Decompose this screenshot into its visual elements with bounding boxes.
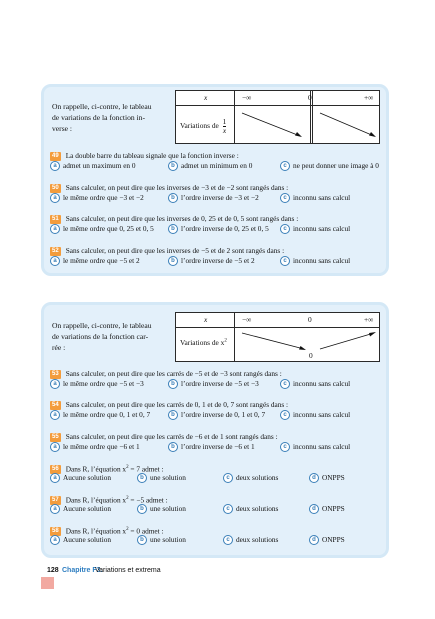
option-c[interactable] — [223, 535, 278, 545]
decreasing-arrow-right — [316, 108, 380, 142]
intro-line: verse : — [52, 124, 73, 133]
option-badge: a — [50, 442, 60, 452]
option-text: deux solutions — [236, 535, 279, 544]
option-badge: c — [280, 193, 290, 203]
option-text: ONPPS — [322, 535, 345, 544]
option-b[interactable] — [137, 504, 186, 514]
option-a[interactable] — [50, 442, 140, 452]
table-separator — [234, 313, 235, 361]
question-58 — [50, 525, 382, 545]
option-text: une solution — [150, 535, 186, 544]
option-text: inconnu sans calcul — [293, 442, 351, 451]
question-text: Sans calculer, on peut dire que les carrés de −5 et de −3 sont rangés dans : — [65, 369, 282, 378]
option-text: le même ordre que −6 et 1 — [63, 442, 140, 451]
option-badge: b — [168, 379, 178, 389]
question-text: Sans calculer, on peut dire que les inverses de −3 et de −2 sont rangés dans : — [65, 183, 289, 192]
option-d[interactable] — [309, 535, 345, 545]
minimum-value: 0 — [309, 351, 313, 360]
option-text: deux solutions — [236, 504, 279, 513]
option-b[interactable] — [168, 410, 265, 420]
fraction-num: 1 — [222, 117, 227, 126]
option-b[interactable] — [137, 473, 186, 483]
option-b[interactable] — [168, 379, 259, 389]
option-badge: a — [50, 535, 60, 545]
option-badge: b — [137, 473, 147, 483]
row-label — [180, 338, 227, 347]
chapter-label: Chapitre F3. — [62, 567, 103, 574]
option-badge: a — [50, 224, 60, 234]
option-a[interactable] — [50, 410, 150, 420]
question-text: La double barre du tableau signale que la fonction inverse : — [65, 151, 239, 160]
option-text: le même ordre que 0, 1 et 0, 7 — [63, 410, 151, 419]
option-badge: c — [223, 535, 233, 545]
option-text: inconnu sans calcul — [293, 224, 351, 233]
question-number: 54 — [52, 401, 59, 408]
option-c[interactable] — [280, 193, 350, 203]
option-badge: c — [280, 410, 290, 420]
option-text: deux solutions — [236, 473, 279, 482]
option-c[interactable] — [280, 410, 350, 420]
fraction-den: x — [222, 126, 227, 135]
zero-label: 0 — [308, 315, 312, 324]
intro-text — [52, 320, 170, 353]
variation-table — [175, 312, 380, 362]
option-b[interactable] — [168, 442, 255, 452]
minus-inf: −∞ — [242, 93, 252, 102]
option-badge: c — [280, 161, 290, 171]
option-text: le même ordre que −3 et −2 — [63, 193, 144, 202]
option-text: l’ordre inverse de −6 et 1 — [181, 442, 255, 451]
option-d[interactable] — [309, 473, 345, 483]
option-text: ne peut donner une image à 0 — [293, 161, 379, 170]
option-text: ONPPS — [322, 504, 345, 513]
option-text: le même ordre que −5 et −3 — [63, 379, 144, 388]
option-b[interactable] — [168, 161, 252, 171]
option-badge: a — [50, 161, 60, 171]
option-badge: b — [137, 504, 147, 514]
question-text: Sans calculer, on peut dire que les carrés de 0, 1 et de 0, 7 sont rangés dans : — [65, 400, 289, 409]
option-a[interactable] — [50, 256, 140, 266]
option-text: inconnu sans calcul — [293, 256, 351, 265]
chapter-title: Variations et extrema — [95, 567, 161, 574]
option-b[interactable] — [137, 535, 186, 545]
option-badge: c — [280, 442, 290, 452]
option-badge: b — [168, 161, 178, 171]
question-text: Dans R, l’équation x — [65, 464, 127, 474]
option-badge: c — [223, 473, 233, 483]
intro-line: de variations de la fonction in- — [52, 113, 145, 122]
exponent: 2 — [126, 465, 129, 470]
option-c[interactable] — [280, 224, 350, 234]
question-57 — [50, 494, 382, 514]
question-number: 57 — [52, 497, 59, 504]
option-c[interactable] — [223, 504, 278, 514]
option-badge: c — [280, 224, 290, 234]
increasing-arrow — [316, 329, 380, 355]
option-a[interactable] — [50, 379, 144, 389]
row-label-text: Variations de — [180, 121, 219, 131]
intro-text — [52, 101, 170, 134]
question-49 — [50, 151, 382, 171]
option-a[interactable] — [50, 473, 111, 483]
option-text: une solution — [150, 504, 186, 513]
question-51 — [50, 214, 382, 234]
intro-line: On rappelle, ci-contre, le tableau — [52, 102, 152, 111]
page-tab-marker — [41, 577, 54, 589]
double-bar — [312, 91, 313, 143]
minus-inf: −∞ — [242, 315, 252, 324]
option-badge: c — [280, 256, 290, 266]
question-text-end: = 7 admet : — [128, 464, 164, 474]
option-text: Aucune solution — [63, 535, 112, 544]
option-text: l’ordre inverse de 0, 25 et 0, 5 — [181, 224, 269, 233]
x-label: x — [204, 315, 208, 324]
exponent: 2 — [126, 527, 129, 532]
option-a[interactable] — [50, 535, 111, 545]
option-c[interactable] — [280, 256, 350, 266]
question-52 — [50, 246, 382, 266]
option-text: l’ordre inverse de −5 et −3 — [181, 379, 259, 388]
option-text: l’ordre inverse de 0, 1 et 0, 7 — [181, 410, 266, 419]
option-text: le même ordre que 0, 25 et 0, 5 — [63, 224, 154, 233]
option-a[interactable] — [50, 193, 144, 203]
question-text: Dans R, l’équation x — [65, 495, 127, 505]
x-label: x — [204, 93, 208, 102]
question-50 — [50, 183, 382, 203]
option-a[interactable] — [50, 504, 111, 514]
variation-table — [175, 90, 380, 144]
option-text: ONPPS — [322, 473, 345, 482]
table-separator — [234, 91, 235, 143]
intro-line: de variations de la fonction car- — [52, 332, 149, 341]
option-text: l’ordre inverse de −3 et −2 — [181, 193, 259, 202]
option-a[interactable] — [50, 161, 136, 171]
option-text: inconnu sans calcul — [293, 410, 351, 419]
option-text: Aucune solution — [63, 473, 112, 482]
question-text-end: = 0 admet : — [128, 526, 164, 536]
option-b[interactable] — [168, 224, 269, 234]
option-text: l’ordre inverse de −5 et 2 — [181, 256, 255, 265]
question-56 — [50, 463, 382, 483]
question-55 — [50, 432, 382, 452]
question-number: 52 — [52, 247, 59, 254]
question-number: 49 — [52, 152, 59, 159]
option-text: inconnu sans calcul — [293, 379, 351, 388]
exponent: 2 — [224, 338, 227, 344]
option-badge: b — [168, 256, 178, 266]
option-c[interactable] — [280, 161, 379, 171]
question-number: 56 — [52, 466, 59, 473]
option-badge: a — [50, 379, 60, 389]
option-text: une solution — [150, 473, 186, 482]
option-badge: b — [168, 410, 178, 420]
option-badge: a — [50, 504, 60, 514]
option-badge: d — [309, 535, 319, 545]
option-c[interactable] — [280, 379, 350, 389]
question-54 — [50, 400, 382, 420]
plus-inf: +∞ — [364, 315, 374, 324]
row-label — [180, 118, 226, 135]
fraction — [223, 118, 227, 135]
option-text: Aucune solution — [63, 504, 112, 513]
option-badge: b — [168, 224, 178, 234]
option-badge: a — [50, 410, 60, 420]
option-badge: d — [309, 473, 319, 483]
option-b[interactable] — [168, 193, 259, 203]
option-text: admet un maximum en 0 — [63, 161, 136, 170]
exponent: 2 — [126, 496, 129, 501]
row-label-text: Variations de x — [180, 338, 225, 347]
question-number: 50 — [52, 184, 59, 191]
option-text: le même ordre que −5 et 2 — [63, 256, 140, 265]
question-text: Sans calculer, on peut dire que les inverses de −5 et de 2 sont rangés dans : — [65, 246, 285, 255]
decreasing-arrow — [238, 329, 310, 355]
option-text: admet un minimum en 0 — [181, 161, 253, 170]
option-text: inconnu sans calcul — [293, 193, 351, 202]
question-number: 55 — [52, 433, 59, 440]
option-badge: a — [50, 193, 60, 203]
option-badge: c — [223, 504, 233, 514]
question-number: 58 — [52, 528, 59, 535]
option-a[interactable] — [50, 224, 154, 234]
option-c[interactable] — [280, 442, 350, 452]
question-53 — [50, 369, 382, 389]
question-text: Dans R, l’équation x — [65, 526, 127, 536]
option-badge: b — [137, 535, 147, 545]
option-badge: b — [168, 193, 178, 203]
question-number: 53 — [52, 370, 59, 377]
option-badge: a — [50, 473, 60, 483]
option-badge: a — [50, 256, 60, 266]
decreasing-arrow-left — [238, 108, 308, 142]
plus-inf: +∞ — [364, 93, 374, 102]
option-badge: b — [168, 442, 178, 452]
question-text: Sans calculer, on peut dire que les inverses de 0, 25 et de 0, 5 sont rangés dans : — [65, 214, 299, 223]
exercise-panel-square — [41, 302, 389, 558]
question-text: Sans calculer, on peut dire que les carrés de −6 et de 1 sont rangés dans : — [65, 432, 278, 441]
intro-line: On rappelle, ci-contre, le tableau — [52, 321, 152, 330]
option-d[interactable] — [309, 504, 345, 514]
exercise-panel-inverse — [41, 84, 389, 276]
intro-line: rée : — [52, 343, 66, 352]
question-number: 51 — [52, 215, 59, 222]
option-c[interactable] — [223, 473, 278, 483]
page-number: 128 — [47, 567, 59, 574]
option-b[interactable] — [168, 256, 255, 266]
option-badge: d — [309, 504, 319, 514]
zero-label: 0 — [308, 93, 312, 102]
question-text-end: = −5 admet : — [128, 495, 168, 505]
option-badge: c — [280, 379, 290, 389]
